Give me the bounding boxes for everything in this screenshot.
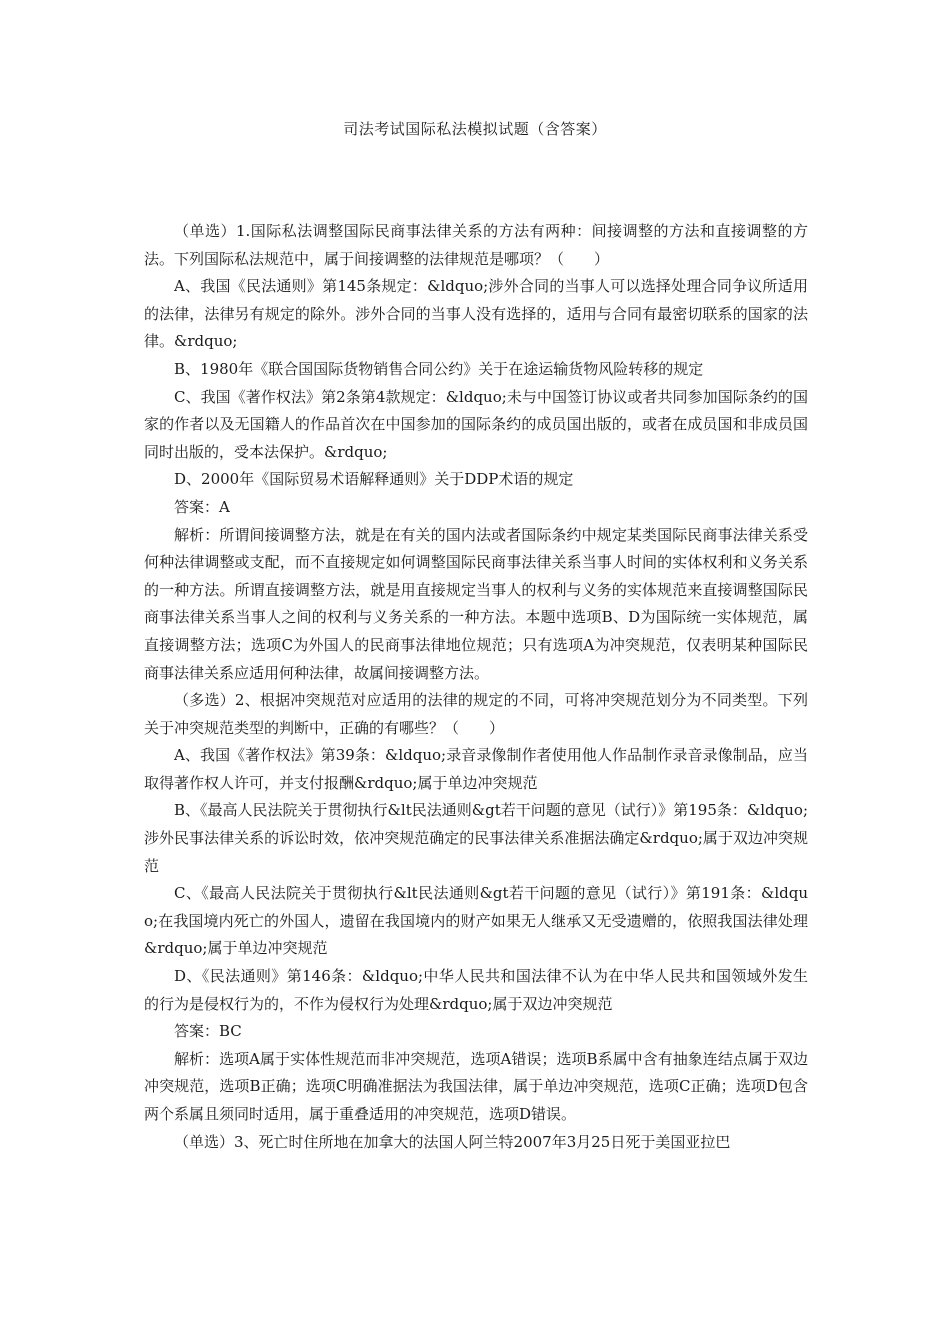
question-2-option-d: D、《民法通则》第146条：&ldquo;中华人民共和国法律不认为在中华人民共和国领域外发生的行为是侵权行为的，不作为侵权行为处理&rdquo;属于双边冲突规范 <box>144 967 808 1013</box>
question-1-stem: （单选）1.国际私法调整国际民商事法律关系的方法有两种：间接调整的方法和直接调整的方法。下列国际私法规范中，属于间接调整的法律规范是哪项？（ ） <box>144 222 808 268</box>
document-title: 司法考试国际私法模拟试题（含答案） <box>343 120 607 138</box>
question-2-option-c: C、《最高人民法院关于贯彻执行&lt民法通则&gt若干问题的意见（试行）》第191条：&ldquo;在我国境内死亡的外国人，遗留在我国境内的财产如果无人继承又无受遗赠的，依照我国法律处理&rdquo;属于单边冲突规范 <box>144 884 808 958</box>
question-1-answer: 答案：A <box>174 497 230 516</box>
question-1-option-d: D、2000年《国际贸易术语解释通则》关于DDP术语的规定 <box>174 470 574 489</box>
question-2-option-b: B、《最高人民法院关于贯彻执行&lt民法通则&gt若干问题的意见（试行）》第195条：&ldquo;涉外民事法律关系的诉讼时效，依冲突规范确定的民事法律关系准据法确定&rdquo;属于双边冲突规范 <box>144 801 808 875</box>
question-3-stem: （单选）3、死亡时住所地在加拿大的法国人阿兰特2007年3月25日死于美国亚拉巴 <box>174 1132 731 1151</box>
question-1-option-a: A、我国《民法通则》第145条规定：&ldquo;涉外合同的当事人可以选择处理合同争议所适用的法律，法律另有规定的除外。涉外合同的当事人没有选择的，适用与合同有最密切联系的国家的法律。&rdquo; <box>144 277 808 351</box>
question-2-option-a: A、我国《著作权法》第39条：&ldquo;录音录像制作者使用他人作品制作录音录像制品，应当取得著作权人许可，并支付报酬&rdquo;属于单边冲突规范 <box>144 746 808 792</box>
question-1-explanation: 解析：所谓间接调整方法，就是在有关的国内法或者国际条约中规定某类国际民商事法律关系受何种法律调整或支配，而不直接规定如何调整国际民商事法律关系当事人时间的实体权利和义务关系的一种方法。所谓直接调整方法，就是用直接规定当事人的权利与义务的实体规范来直接调整国际民商事法律关系当事人之间的权利与义务关系的一种方法。本题中选项B、D为国际统一实体规范，属直接调整方法；选项C为外国人的民商事法律地位规范；只有选项A为冲突规范，仅表明某种国际民商事法律关系应适用何种法律，故属间接调整方法。 <box>144 525 808 682</box>
question-2-stem: （多选）2、根据冲突规范对应适用的法律的规定的不同，可将冲突规范划分为不同类型。下列关于冲突规范类型的判断中，正确的有哪些？（ ） <box>144 691 808 737</box>
question-2-explanation: 解析：选项A属于实体性规范而非冲突规范，选项A错误；选项B系属中含有抽象连结点属于双边冲突规范，选项B正确；选项C明确准据法为我国法律，属于单边冲突规范，选项C正确；选项D包含两个系属且须同时适用，属于重叠适用的冲突规范，选项D错误。 <box>144 1049 808 1123</box>
question-1-option-b: B、1980年《联合国国际货物销售合同公约》关于在途运输货物风险转移的规定 <box>174 359 704 378</box>
question-2-answer: 答案：BC <box>174 1022 242 1041</box>
document-body <box>144 218 808 1156</box>
question-1-option-c: C、我国《著作权法》第2条第4款规定：&ldquo;未与中国签订协议或者共同参加国际条约的国家的作者以及无国籍人的作品首次在中国参加的国际条约的成员国出版的，或者在成员国和非成员国同时出版的，受本法保护。&rdquo; <box>144 387 808 461</box>
